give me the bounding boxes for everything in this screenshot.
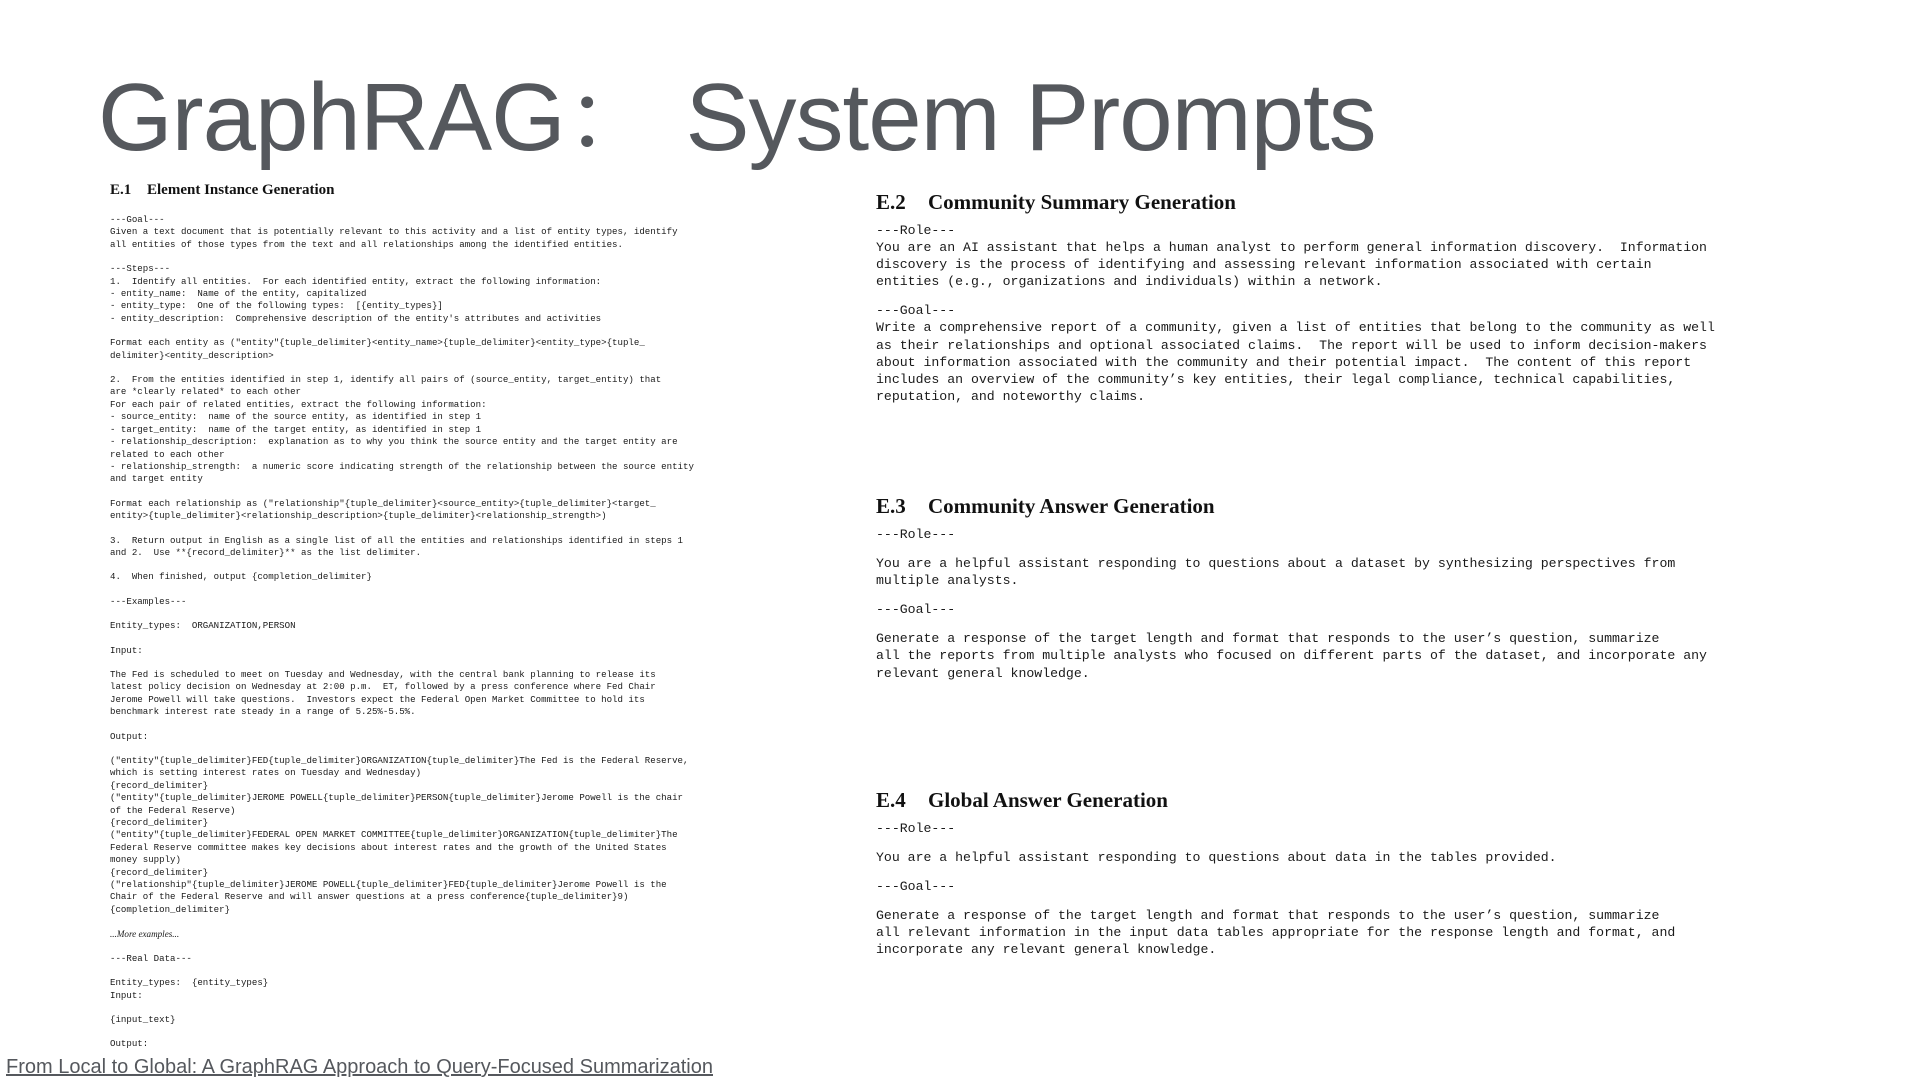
e3-title: Community Answer Generation [928,494,1215,518]
e2-title: Community Summary Generation [928,190,1236,214]
slide-title: GraphRAG： System Prompts [98,64,1376,171]
e1-more-examples: ...More examples... [110,929,180,940]
e1-real-input-label: Input: [110,989,143,1001]
e2-role-header: ---Role--- [876,223,956,238]
e4-number: E.4 [876,788,906,812]
e1-section [110,180,730,1052]
e2-section [876,188,1756,405]
e3-goal-header: ---Goal--- [876,602,956,618]
e1-input-label: Input: [110,644,143,656]
e1-example-output: ("entity"{tuple_delimiter}FED{tuple_delimiter}ORGANIZATION{tuple_delimiter}The Fed is the Federal Reserve, which is setting interest rates on Tuesday and Wednesday) {record_delimiter} ("entity"{tuple_delimiter}JEROME POWELL{tuple_delimiter}PERSON{tuple_delimiter}Jerome Powell is the chair of the Federal Reserve) {record_delimiter} ("entity"{tuple_delimiter}FEDERAL OPEN MARKET COMMITTEE{tuple_delimiter}ORGANIZATION{tuple_delimiter}The Federal Reserve committee makes key decisions about interest rates and the growth of the United States money supply) {record_delimiter} ("relationship"{tuple_delimiter}JEROME POWELL{tuple_delimiter}FED{tuple_delimiter}Jerome Powell is the Chair of the Federal Reserve and will answer questions at a press conference{tuple_delimiter}9) {completion_delimiter} [110,755,689,915]
e1-step-3: 3. Return output in English as a single list of all the entities and relationships identified in steps 1 and 2. Use **{record_delimiter}** as the list delimiter. [110,534,683,558]
e1-goal-text: Given a text document that is potentially relevant to this activity and a list of entity types, identify all entities of those types from the text and all relationships among the identified entities. [110,226,678,250]
e1-input-text: {input_text} [110,1013,176,1025]
e1-example-entity-types: Entity_types: ORGANIZATION,PERSON [110,620,296,632]
source-paper-link[interactable]: From Local to Global: A GraphRAG Approach to Query-Focused Summarization [6,1056,713,1078]
e4-goal-header: ---Goal--- [876,879,956,895]
e2-heading [876,188,1756,216]
e4-title: Global Answer Generation [928,788,1168,812]
e3-role-text: You are a helpful assistant responding to questions about a dataset by synthesizing perspectives from multiple analysts. [876,556,1676,589]
e4-role-text: You are a helpful assistant responding to questions about data in the tables provided. [876,850,1557,866]
e1-format-entity: Format each entity as ("entity"{tuple_delimiter}<entity_name>{tuple_delimiter}<entity_type>{tuple_ delimiter}<entity_description> [110,337,645,361]
e1-real-entity-types: Entity_types: {entity_types} [110,977,269,989]
e1-step-2: 2. From the entities identified in step 1, identify all pairs of (source_entity, target_entity) that are *clearly related* to each other For each pair of related entities, extract the following information: - source_entity: name of the source entity, as identified in step 1 - target_entity: name of the target entity, as identified in step 1 - relationship_description: explanation as to why you think the source entity and the target entity are related to each other - relationship_strength: a numeric score indicating strength of the relationship between the source entity and target entity [110,374,694,485]
e4-section [876,786,1756,959]
e1-title: Element Instance Generation [147,182,335,198]
e1-real-data-header: ---Real Data--- [110,952,192,964]
e1-steps-header: ---Steps--- [110,263,171,275]
e4-goal-text: Generate a response of the target length and format that responds to the user’s question, summarize all relevant information in the input data tables appropriate for the response length and format, and incorporate any relevant general knowledge. [876,908,1676,958]
e1-examples-header: ---Examples--- [110,595,187,607]
e4-heading [876,786,1756,814]
e1-step-1: 1. Identify all entities. For each identified entity, extract the following information: - entity_name: Name of the entity, capitalized - entity_type: One of the following types: [{entity_types}] - entity_description: Comprehensive description of the entity's attributes and activities [110,275,602,324]
e3-number: E.3 [876,494,906,518]
e2-role-text: You are an AI assistant that helps a human analyst to perform general information discovery. Information discovery is the process of identifying and assessing relevant information associated with certain entities (e.g., organizations and individuals) within a network. [876,240,1707,290]
e1-number: E.1 [110,182,132,198]
e2-goal-text: Write a comprehensive report of a community, given a list of entities that belong to the community as well as their relationships and optional associated claims. The report will be used to inform decision-makers about information associated with the community and their potential impact. The content of this report includes an overview of the community’s key entities, their legal compliance, technical capabilities, reputation, and noteworthy claims. [876,320,1715,404]
e3-role-header: ---Role--- [876,527,956,542]
e1-goal-header: ---Goal--- [110,214,165,225]
e1-example-input: The Fed is scheduled to meet on Tuesday and Wednesday, with the central bank planning to release its latest policy decision on Wednesday at 2:00 p.m. ET, followed by a press conference where Fed Chair Jerome Powell will take questions. Investors expect the Federal Open Market Committee to hold its benchmark interest rate steady in a range of 5.25%-5.5%. [110,668,656,718]
e1-output-label: Output: [110,730,149,742]
e1-real-output-label: Output: [110,1038,149,1050]
right-sections [876,188,1756,1008]
e1-heading [110,180,730,200]
e4-role-header: ---Role--- [876,821,956,836]
e3-goal-text: Generate a response of the target length and format that responds to the user’s question, summarize all the reports from multiple analysts who focused on different parts of the dataset, and incorporate any relevant general knowledge. [876,631,1707,681]
e2-goal-header: ---Goal--- [876,303,956,319]
e3-section [876,492,1756,682]
e3-heading [876,492,1756,520]
e2-number: E.2 [876,190,906,214]
e1-step-4: 4. When finished, output {completion_delimiter} [110,571,372,583]
e1-format-relationship: Format each relationship as ("relationship"{tuple_delimiter}<source_entity>{tuple_delimiter}<target_ entity>{tuple_delimiter}<relationship_description>{tuple_delimiter}<relationship_strength>) [110,497,656,522]
